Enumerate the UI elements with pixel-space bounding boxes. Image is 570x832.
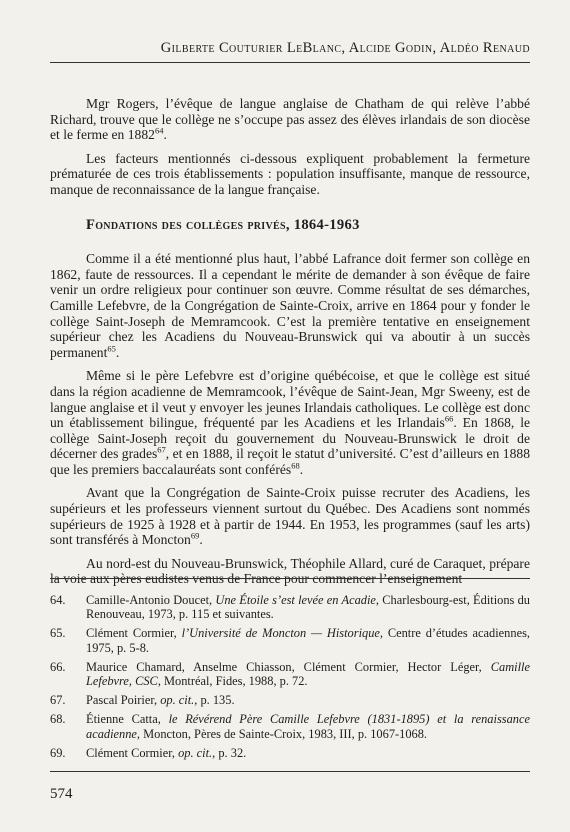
footnote-68: 68. Étienne Catta, le Révérend Père Camille Lefebvre (1831-1895) et la renaissance acadienne, Moncton, Pères de Sainte-Croix, 1983, III, p. 1067-1068.: [50, 712, 530, 741]
paragraph-4: Même si le père Lefebvre est d’origine québécoise, et que le collège est situé dans la région acadienne de Memramcook, l’évêque de Saint-Jean, Mgr Sweeny, est de langue anglaise et il veut y envoyer les jeunes Irlandais catholiques. Le collège est donc un établissement bilingue, fréquenté par les Acadiens et les Irlandais$^{66}$. En 1868, le collège Saint-Joseph reçoit du gouvernement du Nouveau-Brunswick le droit de décerner des grades$^{67}$, et en 1888, il reçoit le statut d’université. C’est d’ailleurs en 1888 que les premiers baccalauréats sont conférés$^{68}$.: [50, 368, 531, 477]
paragraph-2: Les facteurs mentionnés ci-dessous expliquent probablement la fermeture prématurée de ces trois établissements : population insuffisante, manque de ressource, manque de reconnaissance de la langue française.: [50, 150, 530, 197]
section-heading: Fondations des collèges privés, 1864-1963: [86, 216, 360, 233]
footnotes: [50, 593, 530, 765]
footnote-ref-64[interactable]: 64: [154, 125, 164, 136]
footnote-ref-66[interactable]: 66: [444, 413, 454, 424]
page-number: 574: [50, 786, 73, 802]
footnote-69: 69. Clément Cormier, op. cit., p. 32.: [50, 745, 247, 760]
main-text: [50, 96, 530, 595]
bottom-rule: [50, 771, 530, 772]
footnote-ref-65[interactable]: 65: [107, 343, 116, 354]
footnote-ref-68[interactable]: 68: [291, 460, 300, 471]
footnote-ref-69[interactable]: 69: [190, 530, 200, 541]
paragraph-5: Avant que la Congrégation de Sainte-Croix puisse recruter des Acadiens, les supérieurs et les professeurs viennent surtout du Québec. Des Acadiens sont nommés supérieurs de 1925 à 1928 et à partir de 1944. En 1953, les programmes (sauf les arts) sont transférés à Moncton$^{69}$.: [50, 485, 530, 548]
footnote-rule: [50, 578, 530, 579]
footnote-65: 65. Clément Cormier, l’Université de Moncton — Historique, Centre d’études acadiennes, 1975, p. 5-8.: [50, 626, 530, 655]
footnote-66: 66. Maurice Chamard, Anselme Chiasson, Clément Cormier, Hector Léger, Camille Lefebvre, CSC, Montréal, Fides, 1988, p. 72.: [50, 659, 530, 689]
paragraph-3: Comme il a été mentionné plus haut, l’abbé Lafrance doit fermer son collège en 1862, faute de ressources. Il a cependant le mérite de demander à son évêque de faire venir un ordre religieux pour continuer son œuvre. Comme résultat de ses démarches, Camille Lefebvre, de la Congrégation de Sainte-Croix, arrive en 1864 pour y fonder le collège Saint-Joseph de Memramcook. C’est la première tentative en enseignement supérieur chez les Acadiens du Nouveau-Brunswick qui va aboutir à un succès permanent$^{65}$.: [50, 251, 530, 360]
header-rule: [50, 62, 530, 63]
paragraph-6: Au nord-est du Nouveau-Brunswick, Théophile Allard, curé de Caraquet, prépare la voie aux pères eudistes venus de France pour commencer l’enseignement: [50, 555, 530, 587]
footnote-67: 67. Pascal Poirier, op. cit., p. 135.: [50, 693, 235, 708]
footnote-64: 64. Camille-Antonio Doucet, Une Étoile s’est levée en Acadie, Charlesbourg-est, Éditions du Renouveau, 1973, p. 115 et suivantes.: [50, 593, 531, 622]
footnote-ref-67[interactable]: 67: [157, 444, 166, 455]
paragraph-1: Mgr Rogers, l’évêque de langue anglaise de Chatham de qui relève l’abbé Richard, trouve que le collège ne s’occupe pas assez des élèves irlandais de son diocèse et le ferme en 1882$^{64}$.: [50, 96, 530, 143]
running-header: Gilberte Couturier LeBlanc, Alcide Godin, Aldéo Renaud: [160, 40, 530, 56]
